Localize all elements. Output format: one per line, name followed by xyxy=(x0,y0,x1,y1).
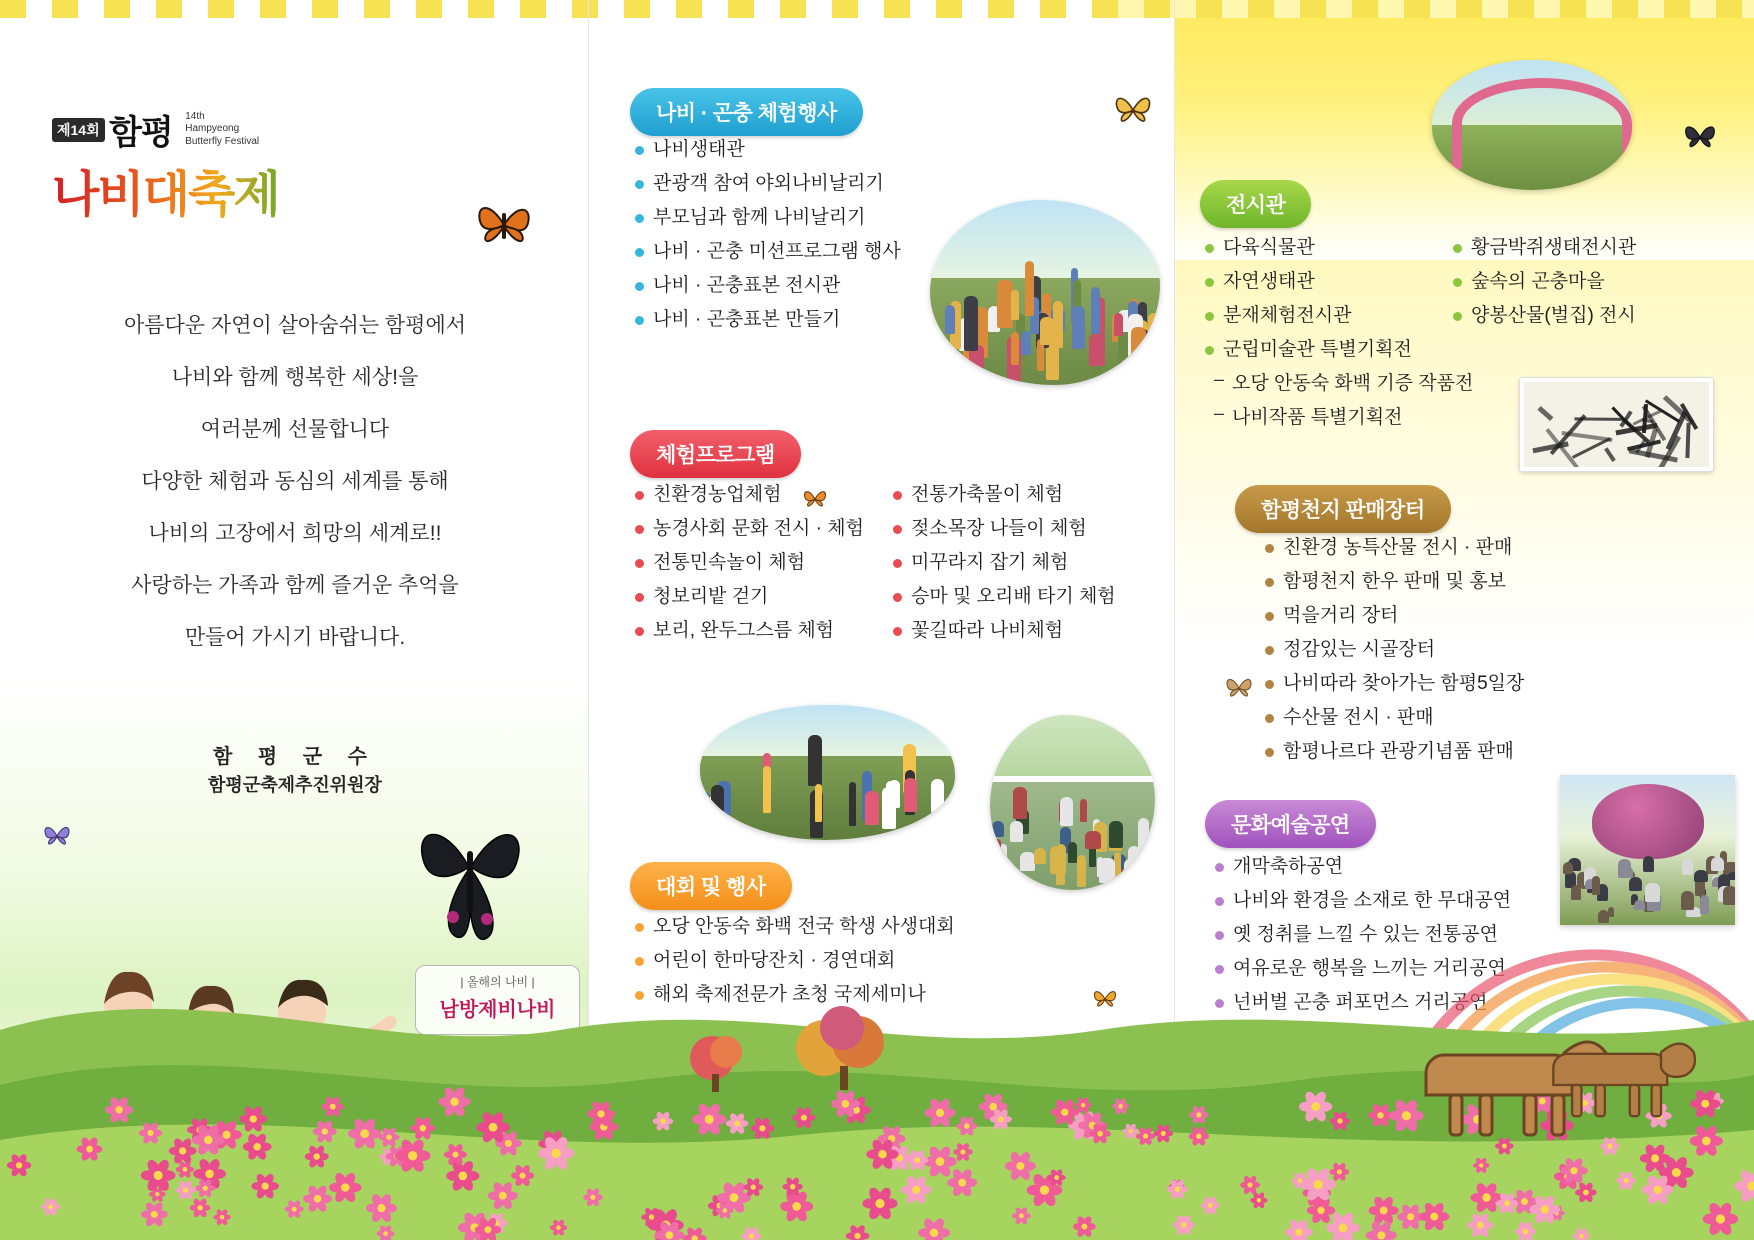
list-hampyeongcheonji-market xyxy=(1262,538,1524,776)
list-item: 미꾸라지 잡기 체험 xyxy=(890,553,1116,572)
section-heading-culture-art-performance xyxy=(1205,800,1376,848)
list-item: 나비 · 곤충표본 만들기 xyxy=(632,310,901,329)
bush-illustration xyxy=(790,1000,900,1090)
list-item: 나비따라 찾아가는 함평5일장 xyxy=(1262,674,1524,693)
list-item: 다육식물관 xyxy=(1202,238,1473,257)
list-item: 친환경농업체험 xyxy=(632,485,864,504)
intro-line: 여러분께 선물합니다 xyxy=(200,418,390,442)
butterfly-icon xyxy=(470,195,540,255)
list-item: 분재체험전시관 xyxy=(1202,306,1473,325)
list-item: 전통가축몰이 체험 xyxy=(890,485,1116,504)
list-item: 부모님과 함께 나비날리기 xyxy=(632,208,901,227)
list-item: 젖소목장 나들이 체험 xyxy=(890,519,1116,538)
photo-loach-catching xyxy=(990,715,1155,890)
list-item: 먹을거리 장터 xyxy=(1262,606,1524,625)
list-item: 해외 축제전문가 초청 국제세미나 xyxy=(632,985,955,1004)
intro-line: 나비와 함께 행복한 세상!을 xyxy=(171,366,419,390)
list-item: 친환경 농특산물 전시 · 판매 xyxy=(1262,538,1524,557)
logo-english: 14th Hampyeong Butterfly Festival xyxy=(185,110,260,147)
butterfly-icon xyxy=(800,485,830,513)
intro-line: 나비의 고장에서 희망의 세계로!! xyxy=(148,522,442,546)
list-item: 전통민속놀이 체험 xyxy=(632,553,864,572)
list-item: 청보리밭 걷기 xyxy=(632,587,864,606)
photo-children-making-butterfly xyxy=(700,705,955,840)
list-item: 넌버벌 곤충 퍼포먼스 거리공연 xyxy=(1212,993,1511,1012)
section-title: 대회 및 행사 xyxy=(630,862,792,910)
section-title: 문화예술공연 xyxy=(1205,800,1376,848)
intro-text xyxy=(60,300,530,665)
section-heading-contest-and-events xyxy=(630,862,792,910)
intro-line: 만들어 가시기 바랍니다. xyxy=(184,626,406,650)
intro-line: 다양한 체험과 동심의 세계를 통해 xyxy=(141,470,449,494)
section-title: 함평천지 판매장터 xyxy=(1235,485,1451,533)
list-experience-program-right xyxy=(890,485,1116,655)
section-title: 체험프로그램 xyxy=(630,430,801,478)
intro-line: 사랑하는 가족과 함께 즐거운 추억을 xyxy=(131,574,459,598)
list-butterfly-insect-experience xyxy=(632,140,901,344)
intro-line: 아름다운 자연이 살아숨쉬는 함평에서 xyxy=(123,314,467,337)
logo-title: 나비대축제 xyxy=(52,156,382,226)
photo-flower-arch xyxy=(1432,60,1632,190)
signature-line-1: 함 평 군 수 xyxy=(213,746,377,768)
photo-butterfly-release xyxy=(930,200,1160,385)
list-item: 나비와 환경을 소재로 한 무대공연 xyxy=(1212,891,1511,910)
list-item: 농경사회 문화 전시 · 체험 xyxy=(632,519,864,538)
butterfly-icon xyxy=(40,820,74,852)
list-item: 나비 · 곤충표본 전시관 xyxy=(632,276,901,295)
list-item: 꽃길따라 나비체험 xyxy=(890,621,1116,640)
list-item: 수산물 전시 · 판매 xyxy=(1262,708,1524,727)
this-year-label: | 올해의 나비 | xyxy=(460,975,535,989)
list-item: 숲속의 곤충마을 xyxy=(1450,272,1636,291)
list-exhibition-halls-left xyxy=(1202,238,1473,442)
section-title: 전시관 xyxy=(1200,180,1311,228)
section-heading-butterfly-insect-experience xyxy=(630,88,863,136)
logo-region: 함평 xyxy=(109,114,173,152)
list-item: 보리, 완두그스름 체험 xyxy=(632,621,864,640)
signature-line-2: 함평군축제추진위원장 xyxy=(208,775,382,795)
list-item: 함평나르다 관광기념품 판매 xyxy=(1262,742,1524,761)
butterfly-icon xyxy=(1222,672,1256,704)
list-item: 오당 안동숙 화백 전국 학생 사생대회 xyxy=(632,917,955,936)
cow-illustration xyxy=(1414,995,1714,1145)
bush-illustration xyxy=(680,1022,750,1092)
list-item: 개막축하공연 xyxy=(1212,857,1511,876)
photo-ink-painting xyxy=(1520,378,1713,471)
list-exhibition-halls-right xyxy=(1450,238,1636,340)
section-title: 나비 · 곤충 체험행사 xyxy=(630,88,863,136)
list-item: 옛 정취를 느낄 수 있는 전통공연 xyxy=(1212,925,1511,944)
list-sub-item: – 오당 안동숙 화백 기증 작품전 xyxy=(1202,374,1473,393)
list-item: 나비생태관 xyxy=(632,140,901,159)
list-sub-item: – 나비작품 특별기획전 xyxy=(1202,408,1473,427)
list-item: 정감있는 시골장터 xyxy=(1262,640,1524,659)
section-heading-hampyeongcheonji-market xyxy=(1235,485,1451,533)
list-item: 승마 및 오리배 타기 체험 xyxy=(890,587,1116,606)
this-year-name: 남방제비나비 xyxy=(439,999,556,1021)
list-item: 어린이 한마당잔치 · 경연대회 xyxy=(632,951,955,970)
list-item: 함평천지 한우 판매 및 홍보 xyxy=(1262,572,1524,591)
butterfly-icon xyxy=(1110,88,1156,132)
top-checker-strip xyxy=(0,0,1754,18)
list-item: 나비 · 곤충 미션프로그램 행사 xyxy=(632,242,901,261)
list-item: 군립미술관 특별기획전 xyxy=(1202,340,1473,359)
festival-logo xyxy=(52,105,382,222)
list-item: 양봉산물(벌집) 전시 xyxy=(1450,306,1636,325)
signature-block xyxy=(60,740,530,797)
butterfly-icon xyxy=(1680,118,1720,156)
list-item: 황금박쥐생태전시관 xyxy=(1450,238,1636,257)
list-item: 관광객 참여 야외나비날리기 xyxy=(632,174,901,193)
logo-edition: 제14회 xyxy=(52,118,105,142)
section-heading-exhibition-halls xyxy=(1200,180,1311,228)
list-item: 자연생태관 xyxy=(1202,272,1473,291)
list-item: 여유로운 행복을 느끼는 거리공연 xyxy=(1212,959,1511,978)
section-heading-experience-program xyxy=(630,430,801,478)
